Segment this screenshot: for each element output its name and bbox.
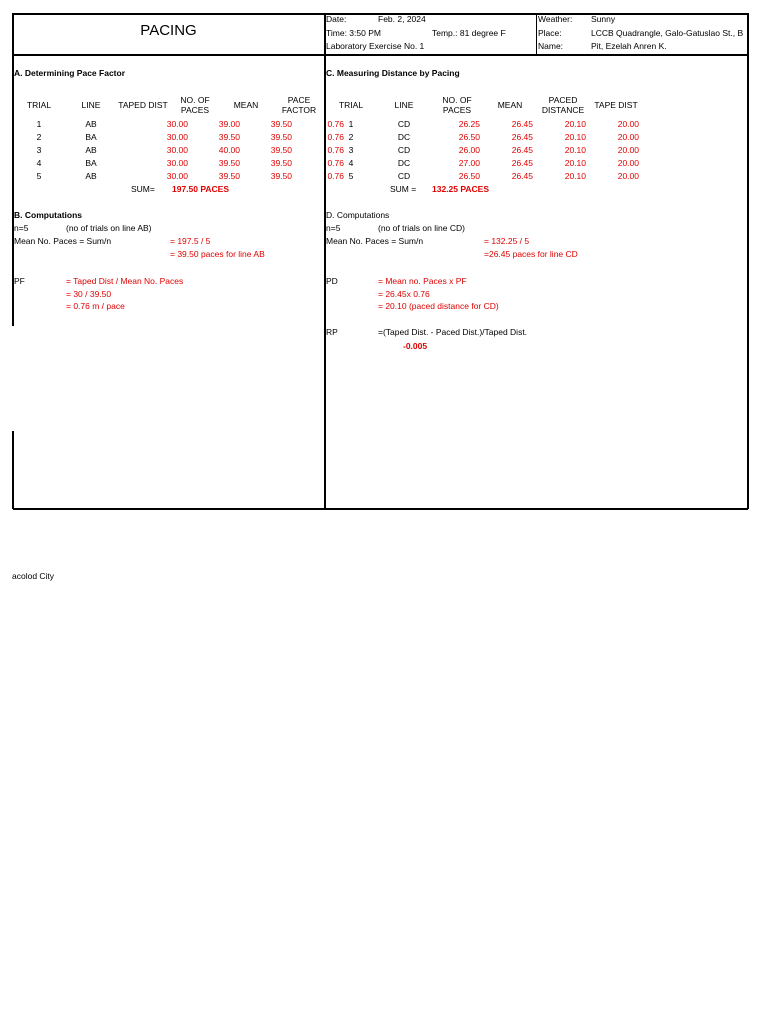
b-n-note: (no of trials on line AB) xyxy=(66,223,152,233)
time-label: Time: 3:50 PM xyxy=(326,28,381,38)
a-no-of-paces: 40.00 xyxy=(218,145,240,155)
c-mean: 26.45 xyxy=(511,132,533,142)
c-header-trial: TRIAL xyxy=(338,100,364,110)
name-label: Name: xyxy=(538,41,564,51)
table-row xyxy=(24,157,344,170)
a-trial: 2 xyxy=(36,132,42,142)
c-sum-value: 132.25 PACES xyxy=(432,184,490,194)
a-sum-label: SUM= xyxy=(131,184,155,194)
exercise-label: Laboratory Exercise No. 1 xyxy=(326,41,425,51)
border-left-lower xyxy=(12,431,14,509)
c-tape-dist: 20.00 xyxy=(617,145,639,155)
b-pf-label: PF xyxy=(14,276,25,286)
section-c-table xyxy=(336,118,639,183)
d-rp-label: RP xyxy=(326,327,338,337)
a-pace-factor: 0.76 xyxy=(327,171,344,181)
d-rp-formula: =(Taped Dist. - Paced Dist.)/Taped Dist. xyxy=(378,327,528,337)
a-line: AB xyxy=(85,119,97,129)
c-trial: 1 xyxy=(348,119,354,129)
a-no-of-paces: 39.50 xyxy=(218,158,240,168)
c-trial: 2 xyxy=(348,132,354,142)
a-pace-factor: 0.76 xyxy=(327,119,344,129)
c-trial: 5 xyxy=(348,171,354,181)
a-taped-dist: 30.00 xyxy=(166,145,188,155)
c-trial: 3 xyxy=(348,145,354,155)
c-tape-dist: 20.00 xyxy=(617,171,639,181)
table-row xyxy=(24,170,344,183)
b-pf-step-2: = 30 / 39.50 xyxy=(66,289,112,299)
a-line: BA xyxy=(85,158,97,168)
c-trial: 4 xyxy=(348,158,354,168)
a-pace-factor: 0.76 xyxy=(327,145,344,155)
b-mean-step-2: = 39.50 paces for line AB xyxy=(170,249,265,259)
c-sum-label: SUM = xyxy=(390,184,417,194)
section-c-title: C. Measuring Distance by Pacing xyxy=(326,68,460,78)
c-paced-distance: 20.10 xyxy=(564,158,586,168)
d-mean-step-1: = 132.25 / 5 xyxy=(484,236,530,246)
c-paced-distance: 20.10 xyxy=(564,145,586,155)
a-header-mean: MEAN xyxy=(233,100,259,110)
d-pd-step-2: = 26.45x 0.76 xyxy=(378,289,430,299)
a-mean: 39.50 xyxy=(270,145,292,155)
section-d-title: D. Computations xyxy=(326,210,390,220)
d-pd-label: PD xyxy=(326,276,338,286)
b-n: n=5 xyxy=(14,223,29,233)
a-taped-dist: 30.00 xyxy=(166,132,188,142)
date-value: Feb. 2, 2024 xyxy=(378,14,426,24)
table-row xyxy=(24,118,344,131)
c-tape-dist: 20.00 xyxy=(617,158,639,168)
c-paced-distance: 20.10 xyxy=(564,119,586,129)
a-line: AB xyxy=(85,171,97,181)
border-bottom xyxy=(13,508,748,510)
section-a-title: A. Determining Pace Factor xyxy=(14,68,126,78)
c-tape-dist: 20.00 xyxy=(617,132,639,142)
b-pf-step-3: = 0.76 m / pace xyxy=(66,301,125,311)
a-taped-dist: 30.00 xyxy=(166,158,188,168)
weather-value: Sunny xyxy=(591,14,616,24)
c-no-of-paces: 26.25 xyxy=(458,119,480,129)
a-mean: 39.50 xyxy=(270,119,292,129)
c-no-of-paces: 26.50 xyxy=(458,171,480,181)
a-sum-value: 197.50 PACES xyxy=(172,184,230,194)
table-row xyxy=(336,157,639,170)
c-line: DC xyxy=(397,158,411,168)
d-pd-step-1: = Mean no. Paces x PF xyxy=(378,276,467,286)
c-no-of-paces: 26.00 xyxy=(458,145,480,155)
c-mean: 26.45 xyxy=(511,171,533,181)
a-no-of-paces: 39.50 xyxy=(218,132,240,142)
date-label: Date: xyxy=(326,14,347,24)
c-line: DC xyxy=(397,132,411,142)
c-header-mean: MEAN xyxy=(497,100,523,110)
c-header-no-of-paces: NO. OF PACES xyxy=(442,95,472,115)
b-pf-step-1: = Taped Dist / Mean No. Paces xyxy=(66,276,184,286)
c-no-of-paces: 26.50 xyxy=(458,132,480,142)
center-divider xyxy=(324,13,326,509)
table-row xyxy=(336,118,639,131)
a-no-of-paces: 39.00 xyxy=(218,119,240,129)
c-header-paced-distance: PACED DISTANCE xyxy=(541,95,585,115)
b-mean-label: Mean No. Paces = Sum/n xyxy=(14,236,112,246)
c-line: CD xyxy=(397,145,411,155)
c-mean: 26.45 xyxy=(511,158,533,168)
a-pace-factor: 0.76 xyxy=(327,132,344,142)
d-pd-step-3: = 20.10 (paced distance for CD) xyxy=(378,301,499,311)
footer-city-text: acolod City xyxy=(12,571,55,581)
d-mean-label: Mean No. Paces = Sum/n xyxy=(326,236,424,246)
name-value: Pit, Ezelah Anren K. xyxy=(591,41,667,51)
temp-label: Temp.: 81 degree F xyxy=(432,28,506,38)
c-paced-distance: 20.10 xyxy=(564,132,586,142)
a-taped-dist: 30.00 xyxy=(166,171,188,181)
b-mean-step-1: = 197.5 / 5 xyxy=(170,236,211,246)
a-header-line: LINE xyxy=(81,100,101,110)
section-a-table xyxy=(24,118,344,183)
a-no-of-paces: 39.50 xyxy=(218,171,240,181)
a-trial: 1 xyxy=(36,119,42,129)
page-title: PACING xyxy=(140,22,197,39)
a-header-taped-dist: TAPED DIST xyxy=(118,100,168,110)
c-paced-distance: 20.10 xyxy=(564,171,586,181)
c-header-tape-dist: TAPE DIST xyxy=(594,100,638,110)
section-b-title: B. Computations xyxy=(14,210,82,220)
header-cell-divider xyxy=(536,13,537,55)
c-mean: 26.45 xyxy=(511,119,533,129)
c-header-line: LINE xyxy=(394,100,414,110)
a-mean: 39.50 xyxy=(270,158,292,168)
table-row xyxy=(24,144,344,157)
place-label: Place: xyxy=(538,28,562,38)
d-mean-step-2: =26.45 paces for line CD xyxy=(484,249,578,259)
a-trial: 5 xyxy=(36,171,42,181)
place-value: LCCB Quadrangle, Galo-Gatuslao St., B xyxy=(591,28,744,38)
a-trial: 3 xyxy=(36,145,42,155)
a-taped-dist: 30.00 xyxy=(166,119,188,129)
d-n: n=5 xyxy=(326,223,341,233)
a-line: BA xyxy=(85,132,97,142)
table-row xyxy=(336,144,639,157)
a-mean: 39.50 xyxy=(270,171,292,181)
d-n-note: (no of trials on line CD) xyxy=(378,223,465,233)
table-row xyxy=(336,131,639,144)
a-header-trial: TRIAL xyxy=(26,100,52,110)
a-line: AB xyxy=(85,145,97,155)
c-line: CD xyxy=(397,171,411,181)
a-header-no-of-paces: NO. OF PACES xyxy=(180,95,210,115)
a-mean: 39.50 xyxy=(270,132,292,142)
c-mean: 26.45 xyxy=(511,145,533,155)
header-divider xyxy=(13,54,748,56)
c-tape-dist: 20.00 xyxy=(617,119,639,129)
a-pace-factor: 0.76 xyxy=(327,158,344,168)
weather-label: Weather: xyxy=(538,14,573,24)
border-right xyxy=(747,13,749,509)
a-header-pace-factor: PACE FACTOR xyxy=(281,95,317,115)
d-rp-value: -0.005 xyxy=(403,341,428,351)
c-no-of-paces: 27.00 xyxy=(458,158,480,168)
table-row xyxy=(336,170,639,183)
c-line: CD xyxy=(397,119,411,129)
table-row xyxy=(24,131,344,144)
a-trial: 4 xyxy=(36,158,42,168)
